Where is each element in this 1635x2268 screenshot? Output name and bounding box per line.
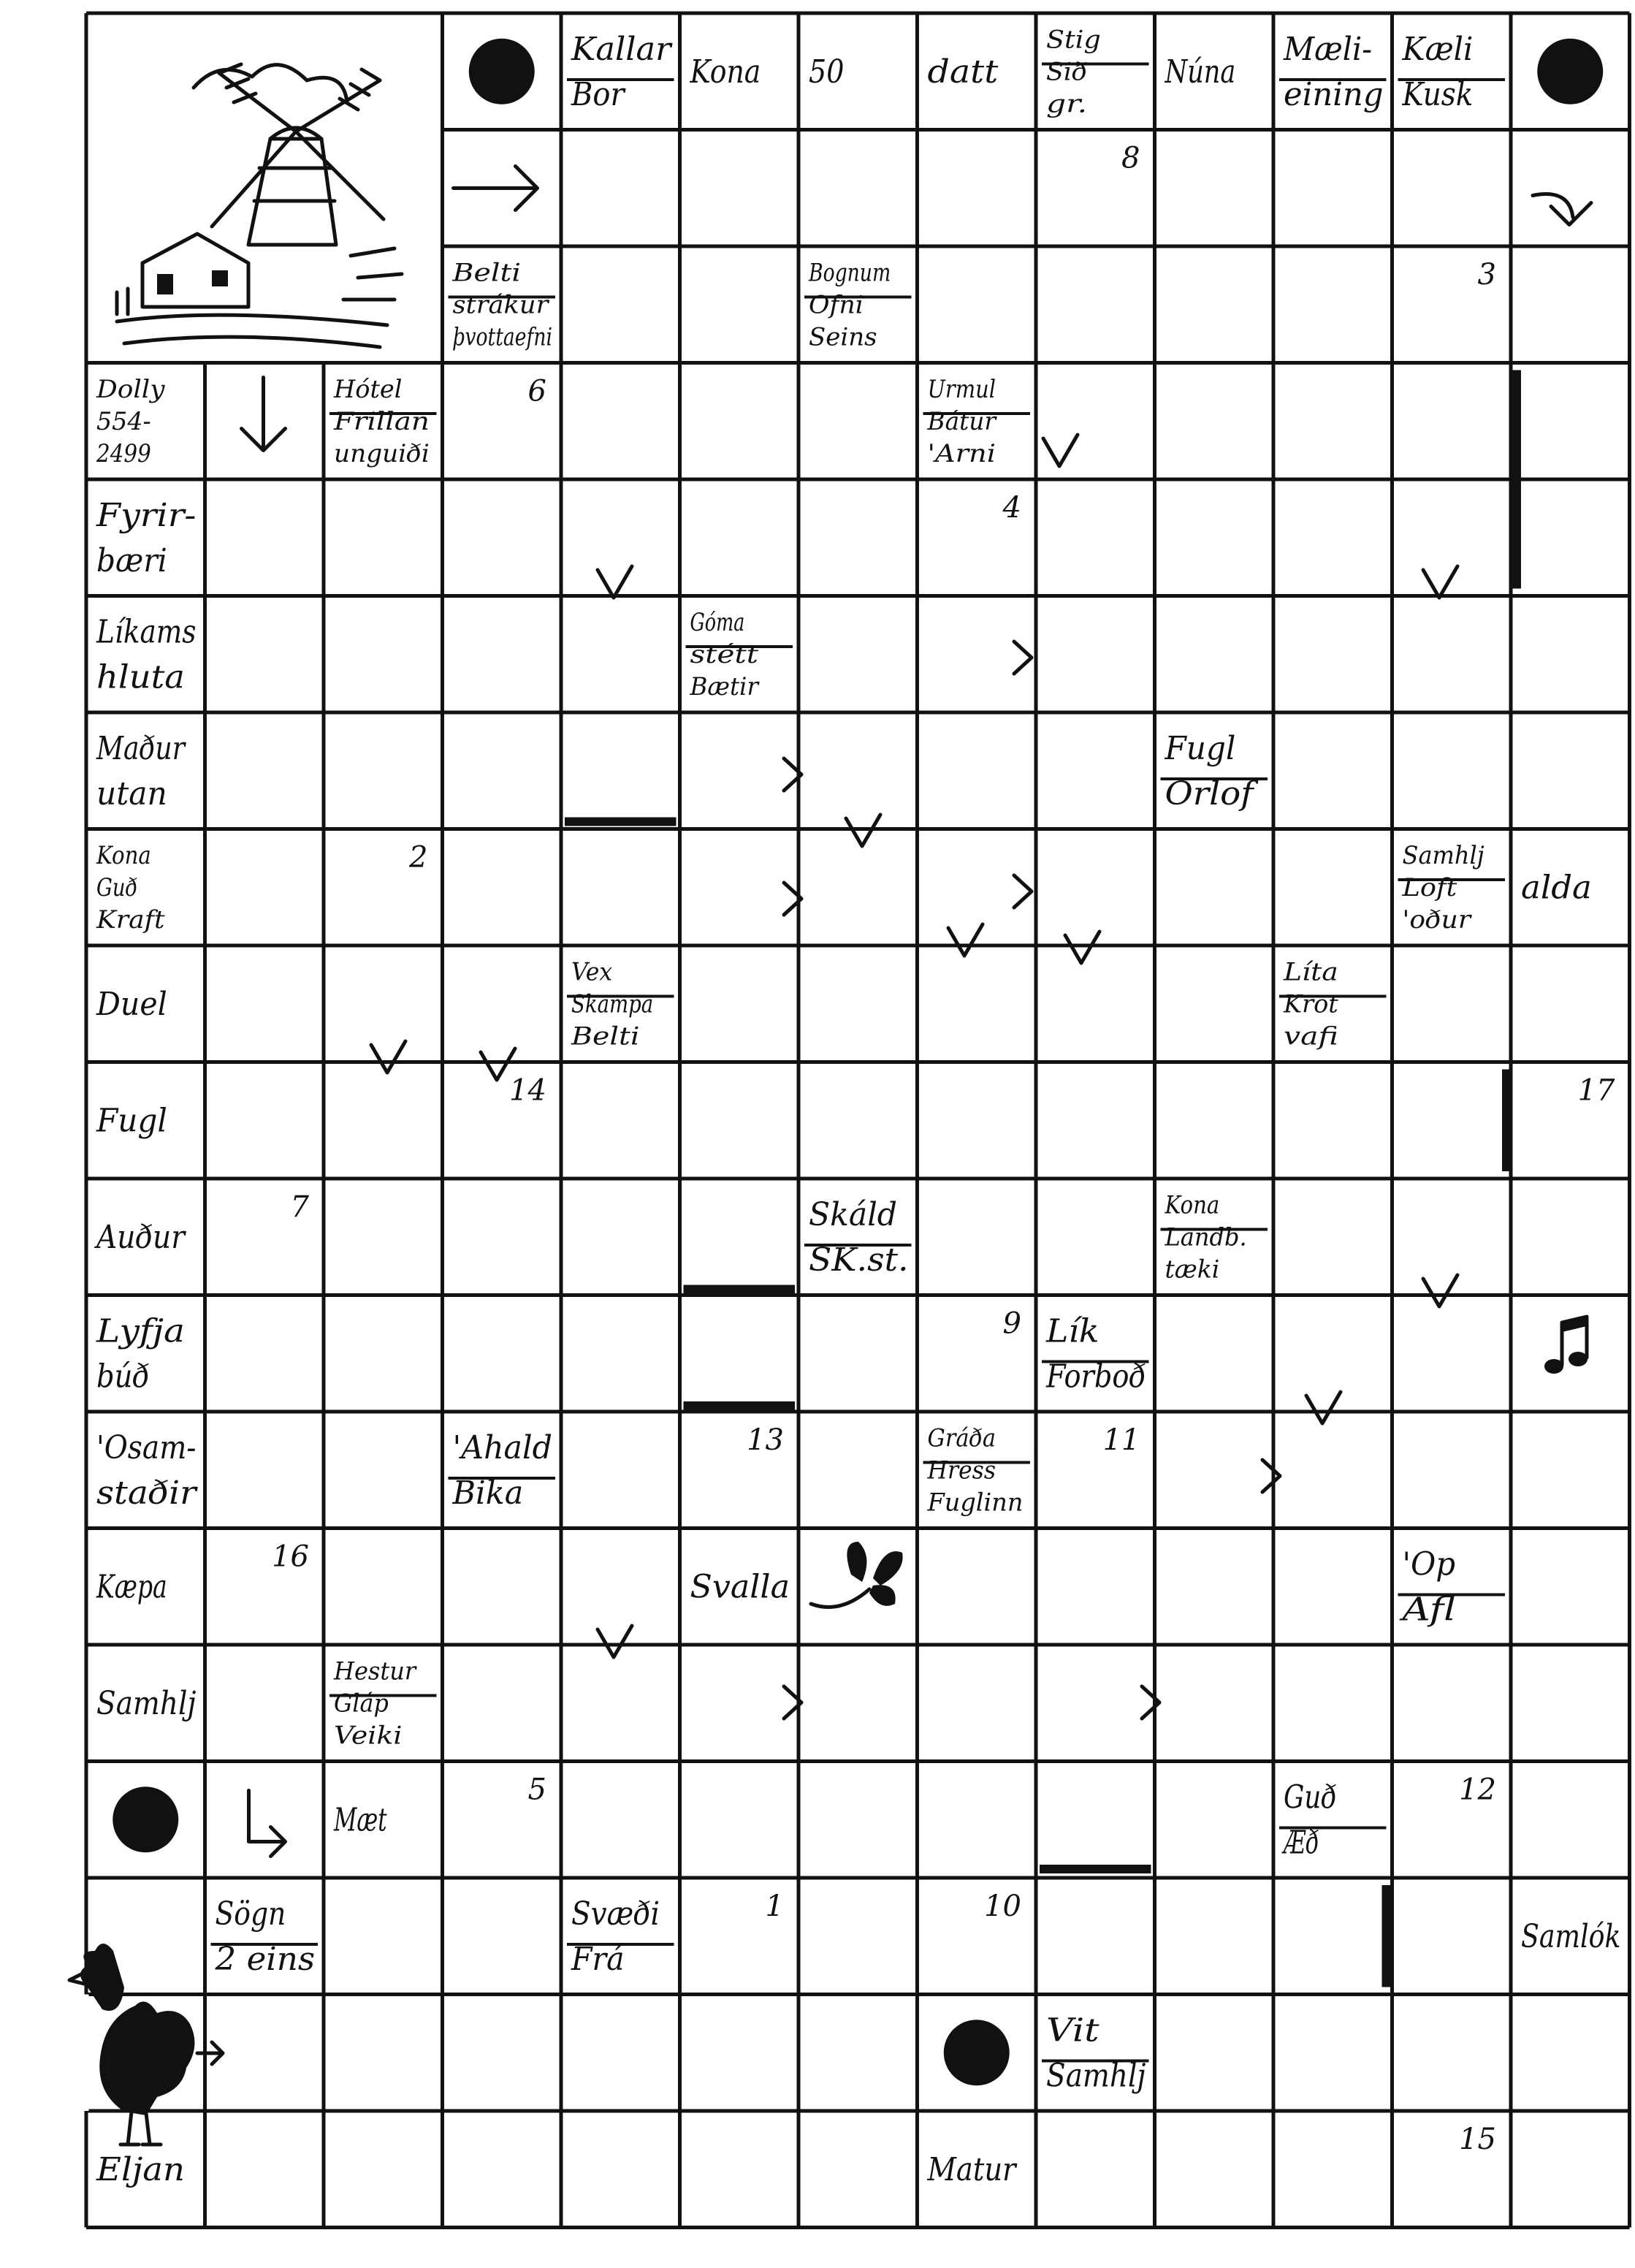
clue-text: Samhlj — [96, 1685, 197, 1723]
clue-text: Skáld — [809, 1196, 897, 1234]
clue-text: utan — [96, 775, 167, 813]
clue-cell — [96, 2151, 185, 2188]
clue-text: datt — [927, 53, 999, 91]
clue-text: Loft — [1401, 873, 1457, 903]
clue-text: Samhlj — [1402, 841, 1485, 871]
clue-text: Bætir — [689, 672, 760, 702]
clue-text: Forboð — [1045, 1358, 1146, 1396]
clue-text: 554- — [96, 407, 151, 437]
clue-text: Vex — [571, 957, 613, 987]
clue-text: Auður — [94, 1219, 187, 1257]
clue-text: Bor — [571, 76, 627, 114]
clue-text: Kæli — [1401, 31, 1474, 69]
answer-number: 7 — [290, 1190, 309, 1224]
clue-text: Kona — [689, 53, 761, 91]
clue-text: Góma — [690, 608, 745, 638]
answer-number: 3 — [1477, 258, 1496, 292]
clue-cell — [96, 1569, 167, 1606]
clue-text: Orlof — [1165, 775, 1259, 813]
clue-text: 'Ahald — [452, 1429, 552, 1467]
clue-text: Krot — [1283, 989, 1339, 1019]
answer-number: 6 — [527, 374, 546, 408]
clue-text: eining — [1284, 76, 1384, 114]
clue-cell — [96, 1685, 197, 1722]
clue-text: Lyfja — [95, 1312, 185, 1350]
clue-text: bæri — [96, 542, 167, 580]
clue-text: Gláp — [334, 1689, 389, 1719]
clue-text: staðir — [96, 1474, 199, 1512]
clue-text: Dolly — [95, 375, 166, 405]
clue-text: Æð — [1281, 1824, 1319, 1862]
clue-cell — [96, 986, 167, 1023]
clue-text: Belti — [451, 258, 521, 288]
clue-text: Kæpa — [96, 1568, 167, 1606]
answer-number: 4 — [1002, 491, 1021, 525]
clue-text: búð — [96, 1358, 150, 1396]
clue-text: Fugl — [1164, 730, 1236, 768]
clue-text: Duel — [96, 986, 167, 1024]
clue-text: Matur — [926, 2151, 1018, 2189]
clue-text: Líta — [1282, 957, 1338, 987]
answer-number: 12 — [1459, 1773, 1496, 1807]
clue-text: Afl — [1398, 1591, 1456, 1629]
clue-text: Sögn — [215, 1895, 286, 1933]
clue-text: Sið — [1046, 57, 1088, 87]
clue-text: Kona — [1164, 1190, 1220, 1220]
clue-text: SK.st. — [809, 1241, 909, 1279]
clue-text: Svæði — [571, 1895, 660, 1933]
clue-text: Kallar — [570, 31, 674, 69]
answer-number: 14 — [509, 1073, 546, 1108]
clue-text: 'Osam- — [96, 1429, 197, 1467]
clue-text: Samlók — [1521, 1918, 1621, 1956]
black-dot — [944, 2020, 1010, 2085]
clue-text: Hótel — [333, 375, 403, 405]
clue-text: Fyrir- — [95, 497, 197, 535]
clue-cell — [94, 1219, 186, 1256]
clue-cell — [690, 53, 761, 91]
clue-text: Bognum — [808, 258, 891, 288]
clue-text: hluta — [96, 658, 185, 696]
answer-number: 8 — [1121, 141, 1140, 175]
clue-text: Maður — [96, 730, 187, 768]
clue-cell — [809, 53, 844, 91]
clue-cell — [690, 1569, 790, 1606]
clue-text: Ofni — [809, 290, 864, 320]
clue-text: Fuglinn — [926, 1488, 1024, 1518]
clue-text: 50 — [809, 53, 845, 91]
clue-text: Kona — [96, 841, 151, 871]
clue-text: strákur — [452, 290, 550, 320]
clue-text: Belti — [570, 1021, 640, 1051]
answer-number: 11 — [1102, 1423, 1140, 1457]
answer-number: 9 — [1002, 1306, 1021, 1341]
clue-text: 'Op — [1402, 1545, 1456, 1583]
clue-text: tæki — [1165, 1255, 1220, 1285]
clue-text: alda — [1521, 869, 1592, 907]
clue-cell — [1521, 1918, 1621, 1955]
clue-text: 'oður — [1402, 905, 1472, 935]
clue-text: stétt — [690, 640, 759, 670]
clue-text: unguiði — [334, 439, 430, 469]
clue-text: Kusk — [1401, 76, 1474, 114]
clue-cell — [333, 1802, 387, 1839]
clue-text: Guð — [96, 873, 138, 903]
clue-text: Bika — [451, 1474, 524, 1512]
answer-number: 13 — [747, 1423, 784, 1457]
black-dot — [1537, 39, 1603, 104]
clue-text: þvottaefni — [452, 322, 552, 352]
clue-text: Frillan — [332, 407, 430, 437]
clue-text: Núna — [1164, 53, 1236, 91]
answer-number: 15 — [1459, 2123, 1496, 2156]
clue-text: Seins — [809, 322, 877, 352]
clue-text: gr. — [1046, 89, 1088, 119]
clue-text: Hress — [926, 1455, 996, 1485]
clue-text: Frá — [571, 1941, 625, 1979]
black-dot — [469, 39, 535, 104]
clue-text: Landb. — [1164, 1222, 1247, 1252]
clue-text: 2499 — [96, 439, 151, 469]
clue-text: 2 eins — [214, 1941, 315, 1979]
clue-text: Líkams — [96, 613, 197, 651]
clue-text: Stig — [1046, 25, 1101, 55]
clue-text: Guð — [1284, 1778, 1337, 1816]
clue-text: Vit — [1046, 2012, 1099, 2050]
clue-text: Lík — [1045, 1312, 1099, 1350]
clue-text: Urmul — [927, 375, 996, 405]
clue-text: Kraft — [95, 905, 165, 935]
answer-number: 16 — [272, 1540, 309, 1574]
clue-text: Hestur — [333, 1656, 417, 1686]
clue-text: Fugl — [96, 1102, 167, 1140]
clue-text: Veiki — [334, 1721, 403, 1751]
clue-text: vafi — [1284, 1021, 1338, 1051]
clue-text: Samhlj — [1046, 2057, 1146, 2095]
clue-cell — [1521, 869, 1592, 907]
clue-cell — [927, 2151, 1018, 2188]
clue-text: Eljan — [95, 2151, 185, 2189]
clue-text: 'Arni — [927, 439, 996, 469]
clue-cell — [96, 1103, 167, 1140]
clue-text: Svalla — [690, 1568, 790, 1606]
answer-number: 10 — [984, 1890, 1021, 1923]
clue-text: Gráða — [927, 1423, 996, 1453]
clue-text: Bátur — [926, 407, 997, 437]
clue-cell — [928, 53, 999, 91]
clue-text: Mæli- — [1283, 31, 1372, 69]
answer-number: 2 — [409, 840, 428, 875]
black-dot — [113, 1786, 178, 1852]
answer-number: 1 — [765, 1890, 784, 1923]
clue-cell — [1165, 53, 1236, 91]
answer-number: 5 — [527, 1773, 546, 1807]
clue-text: Skampa — [571, 989, 654, 1019]
answer-number: 17 — [1577, 1073, 1615, 1108]
clue-text: Mæt — [333, 1801, 387, 1839]
